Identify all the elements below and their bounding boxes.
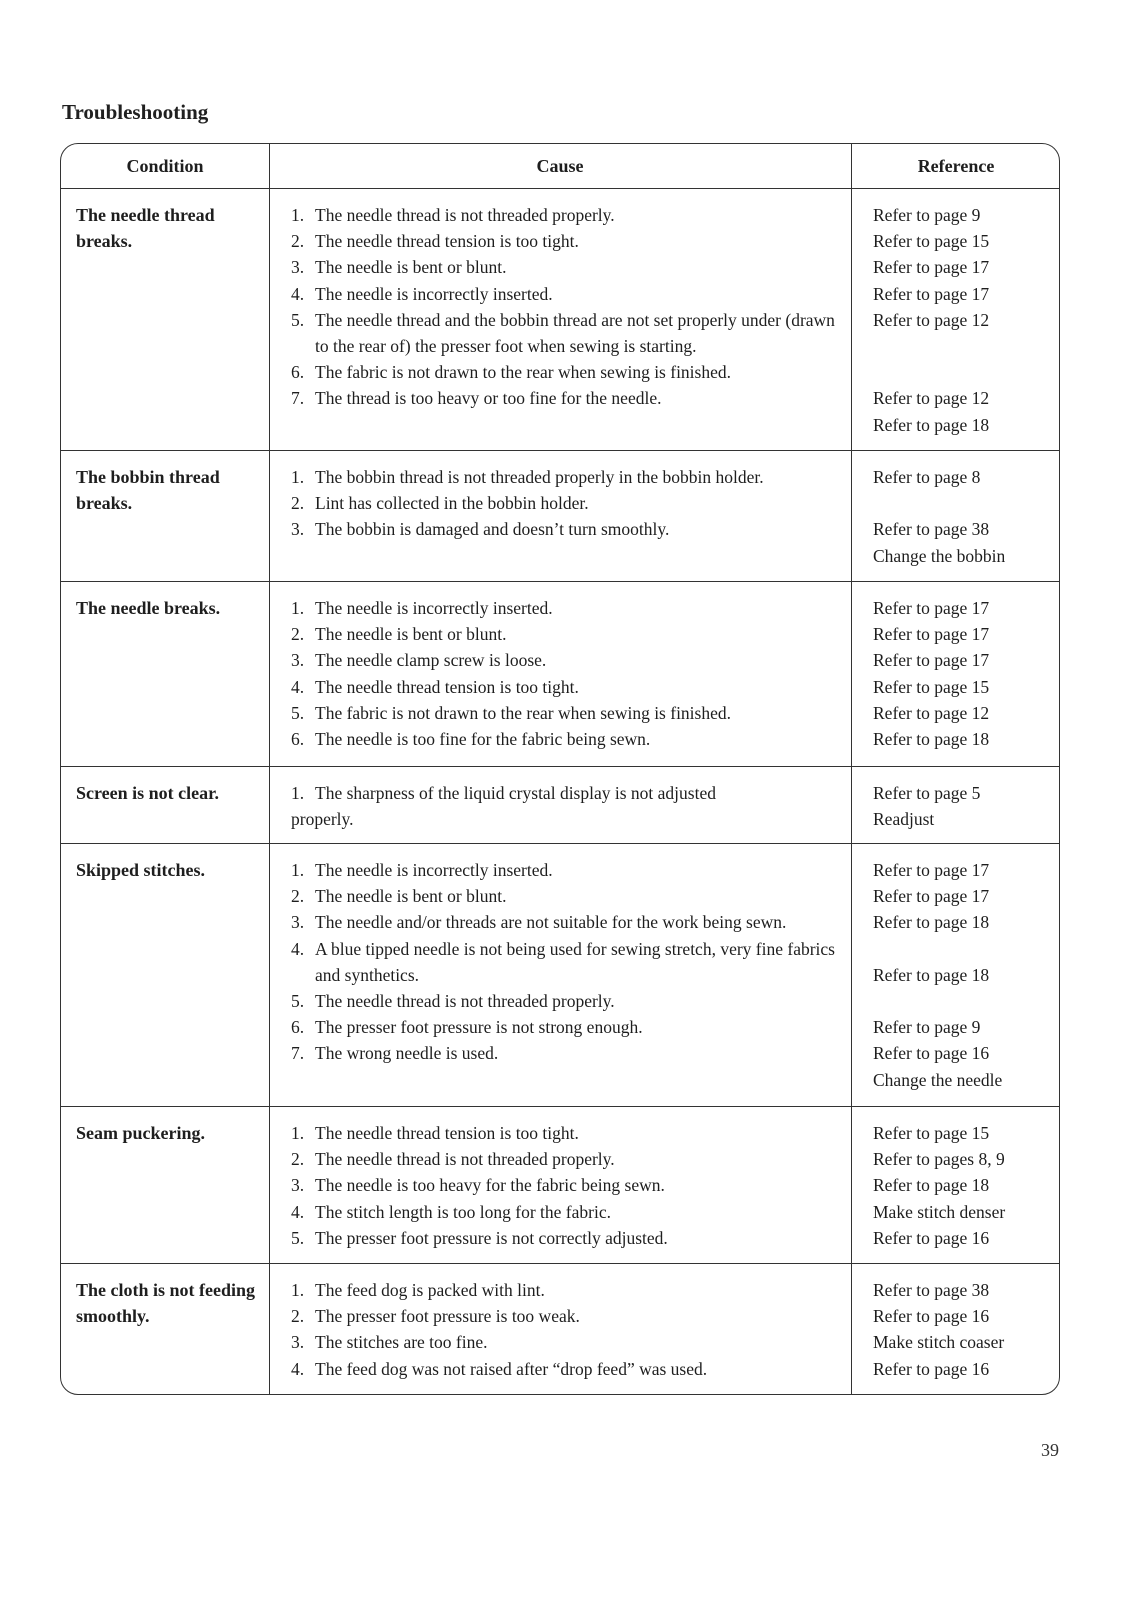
- reference-item: Refer to page 9: [873, 205, 981, 225]
- header-divider: [61, 188, 1059, 189]
- reference-item: Refer to page 17: [873, 624, 990, 645]
- cause-item: properly.: [291, 809, 354, 830]
- reference-item: Refer to page 17: [873, 257, 990, 278]
- cause-item: 3. The needle is too heavy for the fabric being sewn.: [291, 1175, 665, 1196]
- cause-item: 3. The needle and/or threads are not suitable for the work being sewn.: [291, 912, 787, 933]
- reference-item: Refer to page 18: [873, 1175, 990, 1196]
- header-condition: Condition: [126, 156, 204, 176]
- cause-item: 3. The needle is bent or blunt.: [291, 257, 507, 278]
- cause-item: 5. The fabric is not drawn to the rear when sewing is finished.: [291, 702, 731, 723]
- reference-item: Refer to page 17: [873, 283, 990, 304]
- references-list: [873, 595, 1053, 752]
- reference-item: Refer to page 8: [873, 467, 981, 487]
- cause-item: 2. The needle thread tension is too tight.: [291, 231, 579, 252]
- reference-item: [873, 333, 1053, 359]
- reference-item: Refer to page 38: [873, 1280, 990, 1300]
- cause-item: 2. The presser foot pressure is too weak.: [291, 1306, 580, 1327]
- reference-item: Refer to page 17: [873, 886, 990, 907]
- cause-item: 1. The sharpness of the liquid crystal display is not adjusted: [291, 783, 716, 803]
- cause-item: 5. The presser foot pressure is not correctly adjusted.: [291, 1227, 668, 1248]
- reference-item: Refer to page 15: [873, 676, 990, 697]
- cause-item: 2. The needle thread is not threaded properly.: [291, 1149, 615, 1170]
- cause-item: 5. The needle thread and the bobbin thread are not set properly under (drawn to the rear of) the presser foot when sewing is starting.: [291, 309, 835, 357]
- causes-list: [291, 1277, 851, 1382]
- causes-list: [291, 1120, 851, 1251]
- references-list: [873, 1277, 1053, 1382]
- row-divider: [61, 843, 1059, 844]
- reference-item: Refer to page 17: [873, 860, 990, 880]
- cause-item: 4. The feed dog was not raised after “drop feed” was used.: [291, 1358, 708, 1379]
- reference-item: Refer to page 12: [873, 309, 990, 330]
- condition-cloth-not-feeding: The cloth is not feeding smoothly.: [76, 1280, 256, 1326]
- cause-item: 4. A blue tipped needle is not being used for sewing stretch, very fine fabrics and synthetics.: [291, 938, 835, 985]
- reference-item: Refer to page 9: [873, 1017, 981, 1038]
- cause-item: 7. The wrong needle is used.: [291, 1043, 499, 1064]
- page-title: Troubleshooting: [62, 100, 209, 124]
- condition-needle-breaks: The needle breaks.: [76, 598, 221, 618]
- reference-item: Refer to page 15: [873, 1123, 990, 1143]
- troubleshooting-table: [60, 143, 1060, 1395]
- row-divider: [61, 1106, 1059, 1107]
- cause-item: 3. The bobbin is damaged and doesn’t turn smoothly.: [291, 519, 670, 540]
- reference-item: Refer to page 16: [873, 1358, 990, 1379]
- references-list: [873, 780, 1053, 832]
- reference-item: Refer to page 16: [873, 1227, 990, 1248]
- condition-screen-not-clear: Screen is not clear.: [76, 783, 219, 803]
- references-list: [873, 202, 1053, 438]
- reference-item: [873, 988, 1053, 1014]
- causes-list: [291, 464, 851, 543]
- causes-list: [291, 202, 851, 412]
- reference-item: Refer to page 18: [873, 912, 990, 933]
- cause-item: 4. The needle thread tension is too tight.: [291, 676, 579, 697]
- condition-seam-puckering: Seam puckering.: [76, 1123, 206, 1143]
- cause-item: 1. The bobbin thread is not threaded properly in the bobbin holder.: [291, 467, 764, 487]
- reference-item: Change the needle: [873, 1069, 1003, 1090]
- references-list: [873, 857, 1053, 1093]
- reference-item: Refer to page 18: [873, 964, 990, 985]
- references-list: [873, 1120, 1053, 1251]
- row-divider: [61, 766, 1059, 767]
- reference-item: Refer to pages 8, 9: [873, 1149, 1005, 1170]
- reference-item: Readjust: [873, 809, 935, 830]
- reference-item: Refer to page 18: [873, 414, 990, 435]
- reference-item: [873, 359, 1053, 385]
- reference-item: Make stitch denser: [873, 1201, 1006, 1222]
- cause-item: 3. The stitches are too fine.: [291, 1332, 488, 1353]
- cause-item: 6. The needle is too fine for the fabric being sewn.: [291, 729, 651, 750]
- cause-item: 2. Lint has collected in the bobbin holder.: [291, 493, 589, 514]
- cause-item: 7. The thread is too heavy or too fine for the needle.: [291, 388, 662, 409]
- reference-item: Change the bobbin: [873, 545, 1006, 566]
- reference-item: Refer to page 16: [873, 1306, 990, 1327]
- page-number: 39: [1041, 1440, 1059, 1460]
- cause-item: 5. The needle thread is not threaded properly.: [291, 991, 615, 1012]
- row-divider: [61, 450, 1059, 451]
- reference-item: Make stitch coaser: [873, 1332, 1005, 1353]
- header-reference: Reference: [917, 156, 995, 176]
- row-divider: [61, 581, 1059, 582]
- reference-item: Refer to page 38: [873, 519, 990, 540]
- reference-item: Refer to page 12: [873, 388, 990, 409]
- condition-skipped-stitches: Skipped stitches.: [76, 860, 206, 880]
- cause-item: 3. The needle clamp screw is loose.: [291, 650, 547, 671]
- causes-list: [291, 595, 851, 752]
- reference-item: Refer to page 5: [873, 783, 981, 803]
- cause-item: 4. The needle is incorrectly inserted.: [291, 283, 553, 304]
- reference-item: Refer to page 15: [873, 231, 990, 252]
- reference-item: Refer to page 18: [873, 728, 990, 749]
- reference-item: [873, 490, 1053, 516]
- cause-item: 2. The needle is bent or blunt.: [291, 886, 507, 907]
- cause-item: 4. The stitch length is too long for the fabric.: [291, 1201, 611, 1222]
- reference-item: Refer to page 17: [873, 598, 990, 618]
- reference-item: Refer to page 12: [873, 702, 990, 723]
- reference-item: [873, 936, 1053, 962]
- causes-list: [291, 857, 851, 1067]
- cause-item: 1. The needle thread tension is too tight.: [291, 1123, 579, 1143]
- cause-item: 1. The needle is incorrectly inserted.: [291, 598, 553, 618]
- cause-item: 6. The fabric is not drawn to the rear when sewing is finished.: [291, 362, 731, 383]
- causes-list: [291, 780, 851, 832]
- header-cause: Cause: [536, 156, 584, 176]
- cause-item: 6. The presser foot pressure is not strong enough.: [291, 1017, 643, 1038]
- reference-item: Refer to page 16: [873, 1043, 990, 1064]
- row-divider: [61, 1263, 1059, 1264]
- references-list: [873, 464, 1053, 569]
- cause-item: 1. The needle is incorrectly inserted.: [291, 860, 553, 880]
- reference-item: Refer to page 17: [873, 650, 990, 671]
- condition-bobbin-thread-breaks: The bobbin thread breaks.: [76, 467, 220, 513]
- cause-item: 1. The needle thread is not threaded properly.: [291, 205, 615, 225]
- cause-item: 1. The feed dog is packed with lint.: [291, 1280, 545, 1300]
- column-divider: [269, 144, 270, 1394]
- column-divider: [851, 144, 852, 1394]
- cause-item: 2. The needle is bent or blunt.: [291, 624, 507, 645]
- condition-needle-thread-breaks: The needle thread breaks.: [76, 205, 215, 251]
